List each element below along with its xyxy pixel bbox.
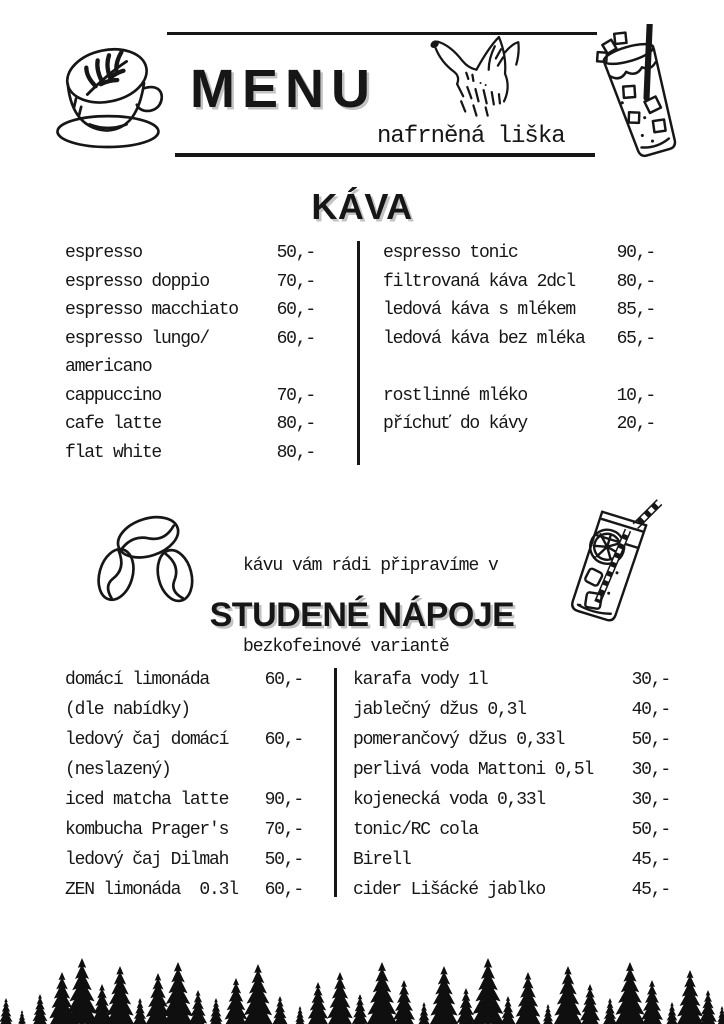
decaf-note-line2: bezkofeinové variantě (243, 637, 449, 657)
menu-item-price: 40,- (631, 700, 670, 720)
menu-item-name: (dle nabídky) (65, 700, 190, 720)
menu-item-row (353, 875, 670, 905)
menu-item-name: perlivá voda Mattoni 0,5l (353, 760, 594, 780)
menu-item-row (383, 410, 655, 439)
menu-item-name: rostlinné mléko (383, 385, 528, 406)
menu-item-row (353, 755, 670, 785)
menu-item-price: 30,- (631, 790, 670, 810)
menu-item-name: příchuť do kávy (383, 414, 528, 435)
menu-item-price: 70,- (276, 385, 315, 406)
menu-item-row (65, 695, 303, 725)
menu-item-price: 50,- (631, 820, 670, 840)
menu-item-name: espresso lungo/ (65, 328, 210, 349)
menu-item-price: 60,- (276, 300, 315, 321)
menu-item-name: ZEN limonáda 0.3l (65, 880, 238, 900)
menu-item-price: 60,- (276, 328, 315, 349)
pine-forest-border (0, 952, 724, 1024)
coffee-cup-icon (42, 36, 176, 156)
menu-item-name: kombucha Prager's (65, 820, 229, 840)
menu-item-name: Birell (353, 850, 411, 870)
menu-item-name: ledový čaj Dilmah (65, 850, 229, 870)
menu-item-row (353, 725, 670, 755)
menu-item-row (383, 268, 655, 297)
menu-item-name: flat white (65, 442, 162, 463)
coffee-beans-icon (84, 512, 208, 606)
menu-item-row (65, 296, 315, 325)
menu-item-row (353, 815, 670, 845)
menu-item-row (65, 382, 315, 411)
menu-item-price: 10,- (616, 385, 655, 406)
fox-head-icon (424, 34, 532, 136)
iced-coffee-icon (580, 24, 698, 168)
menu-item-row (65, 815, 303, 845)
decaf-note-line1: kávu vám rádi připravíme v (243, 556, 498, 576)
menu-item-price: 30,- (631, 760, 670, 780)
menu-item-row (353, 845, 670, 875)
menu-item-row (353, 785, 670, 815)
menu-item-row (353, 695, 670, 725)
menu-item-name: tonic/RC cola (353, 820, 478, 840)
menu-item-price: 50,- (264, 850, 303, 870)
menu-item-name: espresso doppio (65, 271, 210, 292)
menu-item-name: filtrovaná káva 2dcl (383, 271, 576, 292)
menu-item-row (65, 268, 315, 297)
menu-item-name: cafe latte (65, 414, 162, 435)
menu-item-row (65, 353, 315, 382)
kava-column-divider (357, 241, 360, 465)
menu-item-price: 60,- (264, 670, 303, 690)
header-bottom-rule (175, 153, 595, 157)
kava-column-left (65, 239, 315, 467)
section-title-studene-napoje: STUDENÉ NÁPOJE (209, 596, 515, 634)
menu-item-row (65, 325, 315, 354)
menu-item-row (65, 845, 303, 875)
menu-item-name: jablečný džus 0,3l (353, 700, 526, 720)
menu-item-name: ledový čaj domácí (65, 730, 229, 750)
menu-item-price: 80,- (276, 414, 315, 435)
menu-item-price: 45,- (631, 850, 670, 870)
menu-item-price: 50,- (276, 243, 315, 264)
header-top-rule (167, 32, 597, 35)
menu-item-name: iced matcha latte (65, 790, 229, 810)
menu-item-row (65, 439, 315, 468)
menu-item-price: 80,- (276, 442, 315, 463)
menu-item-name: kojenecká voda 0,33l (353, 790, 546, 810)
menu-item-name: domácí limonáda (65, 670, 210, 690)
menu-item-name: ledová káva bez mléka (383, 328, 585, 349)
menu-item-row (65, 875, 303, 905)
cold-column-divider (334, 668, 337, 897)
kava-column-right (383, 239, 655, 439)
menu-item-name: (neslazený) (65, 760, 171, 780)
brand-name: nafrněná liška (377, 123, 565, 150)
menu-item-name: cider Lišácké jablko (353, 880, 546, 900)
section-title-kava: KÁVA (311, 186, 413, 227)
menu-item-row (65, 755, 303, 785)
menu-item-row (65, 785, 303, 815)
menu-item-row (65, 410, 315, 439)
menu-item-row (383, 382, 655, 411)
menu-item-name: espresso (65, 243, 142, 264)
menu-item-name: ledová káva s mlékem (383, 300, 576, 321)
menu-item-price: 90,- (264, 790, 303, 810)
menu-item-name: americano (65, 357, 152, 378)
menu-item-row (383, 296, 655, 325)
menu-item-price: 70,- (264, 820, 303, 840)
menu-item-price: 70,- (276, 271, 315, 292)
menu-item-price: 50,- (631, 730, 670, 750)
menu-item-name: espresso macchiato (65, 300, 238, 321)
menu-item-row (383, 353, 655, 382)
menu-item-price: 45,- (631, 880, 670, 900)
menu-item-price: 60,- (264, 880, 303, 900)
menu-item-price: 20,- (616, 414, 655, 435)
menu-item-price: 80,- (616, 271, 655, 292)
cold-column-left (65, 665, 303, 905)
menu-item-price: 60,- (264, 730, 303, 750)
menu-item-row (383, 325, 655, 354)
menu-item-name: cappuccino (65, 385, 162, 406)
menu-item-row (353, 665, 670, 695)
menu-item-row (65, 665, 303, 695)
menu-item-row (383, 239, 655, 268)
menu-title: MENU (190, 59, 377, 119)
menu-item-name: espresso tonic (383, 243, 518, 264)
menu-item-row (65, 725, 303, 755)
cold-column-right (353, 665, 670, 905)
menu-item-name: karafa vody 1l (353, 670, 488, 690)
menu-item-name: pomerančový džus 0,33l (353, 730, 565, 750)
menu-item-price: 90,- (616, 243, 655, 264)
menu-item-price: 65,- (616, 328, 655, 349)
menu-item-row (65, 239, 315, 268)
menu-item-price: 85,- (616, 300, 655, 321)
menu-item-price: 30,- (631, 670, 670, 690)
